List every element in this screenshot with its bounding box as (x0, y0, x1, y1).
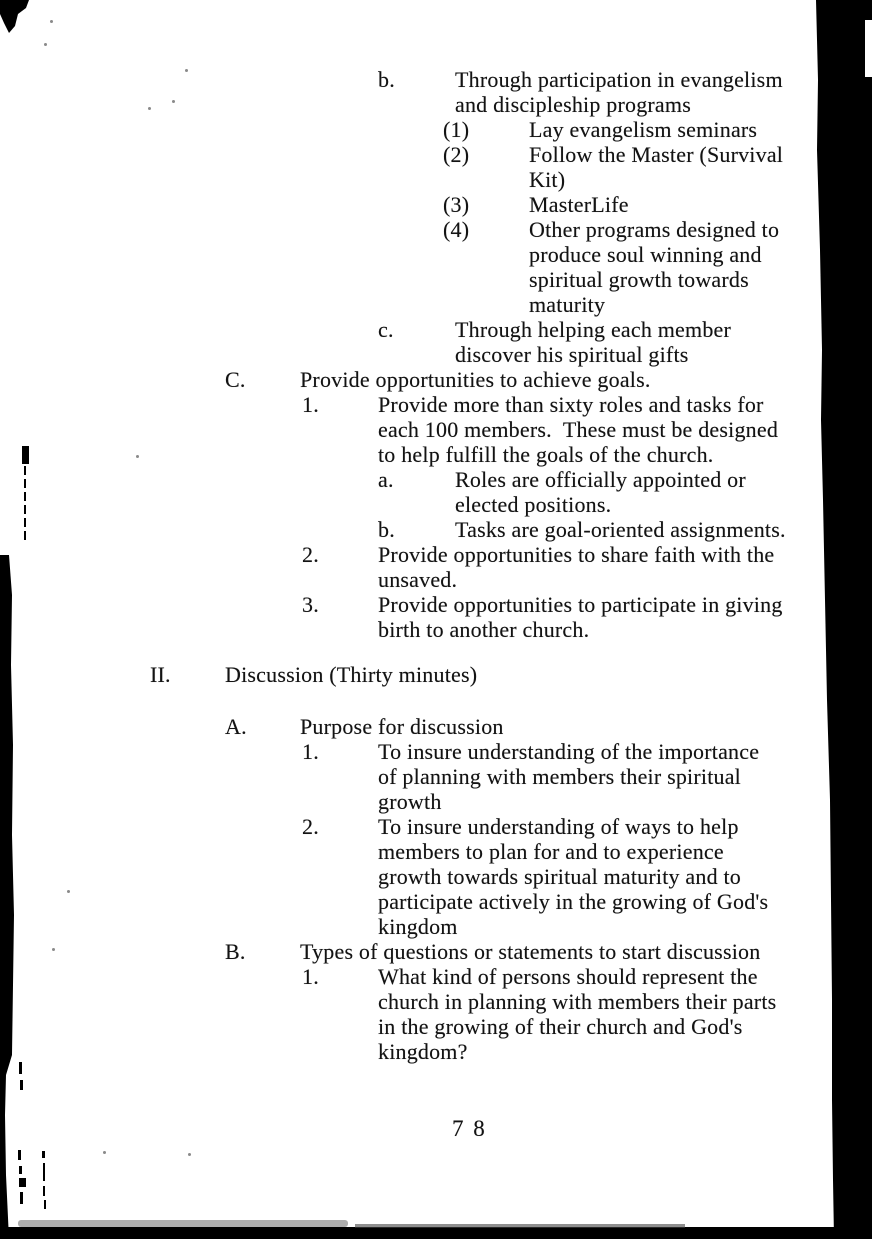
outline-item-text (378, 592, 842, 642)
scan-speck (44, 43, 47, 46)
text-line: in the growing of their church and God's (378, 1014, 743, 1039)
outline-item-label: (3) (443, 192, 470, 217)
scan-speck (188, 1153, 191, 1156)
text-line: kingdom (378, 914, 458, 939)
outline-item (0, 392, 842, 467)
scan-speck (103, 1151, 106, 1154)
scan-speck (67, 890, 70, 893)
text-line: birth to another church. (378, 617, 590, 642)
outline-item-text (378, 392, 842, 467)
scan-speck (136, 455, 139, 458)
outline-item (0, 714, 842, 739)
outline-item-text (378, 542, 842, 592)
text-line: growth (378, 789, 442, 814)
text-line: Provide opportunities to share faith with the (378, 542, 775, 567)
outline-item-label: 1. (302, 964, 319, 989)
text-line: church in planning with members their parts (378, 989, 777, 1014)
outline-item-label: c. (378, 317, 394, 342)
text-line: MasterLife (529, 192, 629, 217)
outline-item (0, 142, 842, 192)
text-line: participate actively in the growing of God's (378, 889, 769, 914)
text-line: members to plan for and to experience (378, 839, 724, 864)
text-line: Through helping each member (455, 317, 732, 342)
outline-item-label: 3. (302, 592, 319, 617)
outline-item (0, 964, 842, 1064)
outline (0, 67, 842, 1064)
text-line: each 100 members. These must be designed (378, 417, 779, 442)
outline-item-label: 1. (302, 392, 319, 417)
text-line: Purpose for discussion (300, 714, 504, 739)
outline-item (0, 662, 842, 687)
text-line: Lay evangelism seminars (529, 117, 758, 142)
scan-dash (19, 1166, 22, 1174)
text-line: To insure understanding of the importance (378, 739, 760, 764)
outline-item-text (455, 317, 842, 367)
text-line: To insure understanding of ways to help (378, 814, 739, 839)
outline-item (0, 367, 842, 392)
scan-dash (20, 1080, 23, 1090)
text-line: elected positions. (455, 492, 612, 517)
outline-item (0, 217, 842, 317)
outline-item-label: A. (225, 714, 247, 739)
text-line: to help fulfill the goals of the church. (378, 442, 714, 467)
outline-item (0, 467, 842, 517)
scan-smudge (18, 1220, 348, 1227)
text-line: Kit) (529, 167, 566, 192)
outline-item-text (529, 192, 842, 217)
text-line: Tasks are goal-oriented assignments. (455, 517, 786, 542)
outline-item (0, 517, 842, 542)
outline-item-text (378, 814, 842, 939)
outline-item (0, 939, 842, 964)
outline-item-label: b. (378, 517, 395, 542)
outline-item-label: C. (225, 367, 246, 392)
scan-speck (50, 20, 53, 23)
outline-item-text (378, 964, 842, 1064)
scan-smudge (355, 1224, 685, 1228)
scan-corner-blob (0, 0, 30, 34)
outline-item-label: (2) (443, 142, 470, 167)
scan-dash (20, 1192, 23, 1204)
outline-item (0, 192, 842, 217)
outline-item-text (455, 467, 842, 517)
scan-speck (52, 948, 55, 951)
page-number: 7 8 (452, 1116, 487, 1141)
outline-item-label: a. (378, 467, 394, 492)
scan-dash (43, 1186, 45, 1196)
text-line: Discussion (Thirty minutes) (225, 662, 478, 687)
outline-item-text (300, 367, 842, 392)
outline-item-text (300, 939, 842, 964)
text-line: kingdom? (378, 1039, 468, 1064)
text-line: of planning with members their spiritual (378, 764, 741, 789)
outline-item (0, 542, 842, 592)
outline-item (0, 317, 842, 367)
text-line: Through participation in evangelism (455, 67, 783, 92)
text-line: unsaved. (378, 567, 458, 592)
scan-dash (43, 1163, 45, 1181)
scan-dash (19, 1178, 26, 1187)
scan-speck (148, 107, 151, 110)
text-line: Other programs designed to (529, 217, 780, 242)
outline-item-text (529, 142, 842, 192)
scan-dash (19, 1062, 22, 1074)
outline-item (0, 739, 842, 814)
text-line: growth towards spiritual maturity and to (378, 864, 741, 889)
scan-left-line (24, 466, 26, 542)
outline-item-text (529, 217, 842, 317)
outline-item-label: 1. (302, 739, 319, 764)
outline-item-label: (1) (443, 117, 470, 142)
text-line: spiritual growth towards (529, 267, 749, 292)
text-line: Provide opportunities to achieve goals. (300, 367, 651, 392)
text-line: discover his spiritual gifts (455, 342, 689, 367)
outline-item (0, 592, 842, 642)
text-line: and discipleship programs (455, 92, 691, 117)
outline-item-text (378, 739, 842, 814)
text-line: Provide more than sixty roles and tasks for (378, 392, 764, 417)
outline-item-label: II. (150, 662, 171, 687)
outline-item (0, 117, 842, 142)
scan-bottom-band (0, 1227, 872, 1239)
outline-item (0, 67, 842, 117)
outline-item-text (529, 117, 842, 142)
outline-item-label: (4) (443, 217, 470, 242)
outline-item-label: b. (378, 67, 395, 92)
scan-dash (42, 1151, 45, 1158)
outline-item-label: 2. (302, 814, 319, 839)
text-line: Provide opportunities to participate in giving (378, 592, 783, 617)
text-line: What kind of persons should represent the (378, 964, 758, 989)
outline-item-text (455, 517, 842, 542)
text-line: Types of questions or statements to start discussion (300, 939, 761, 964)
scan-right-notch (865, 20, 872, 77)
outline-item-text (300, 714, 842, 739)
text-line: maturity (529, 292, 606, 317)
scan-dash (18, 1150, 21, 1160)
scan-left-mark (22, 446, 29, 464)
outline-item-label: 2. (302, 542, 319, 567)
scan-speck (172, 100, 175, 103)
outline-item (0, 814, 842, 939)
scan-dash (44, 1200, 46, 1209)
outline-item-label: B. (225, 939, 246, 964)
text-line: Follow the Master (Survival (529, 142, 784, 167)
outline-item-text (225, 662, 842, 687)
outline-item-text (455, 67, 842, 117)
scan-speck (185, 69, 188, 72)
text-line: produce soul winning and (529, 242, 762, 267)
text-line: Roles are officially appointed or (455, 467, 746, 492)
